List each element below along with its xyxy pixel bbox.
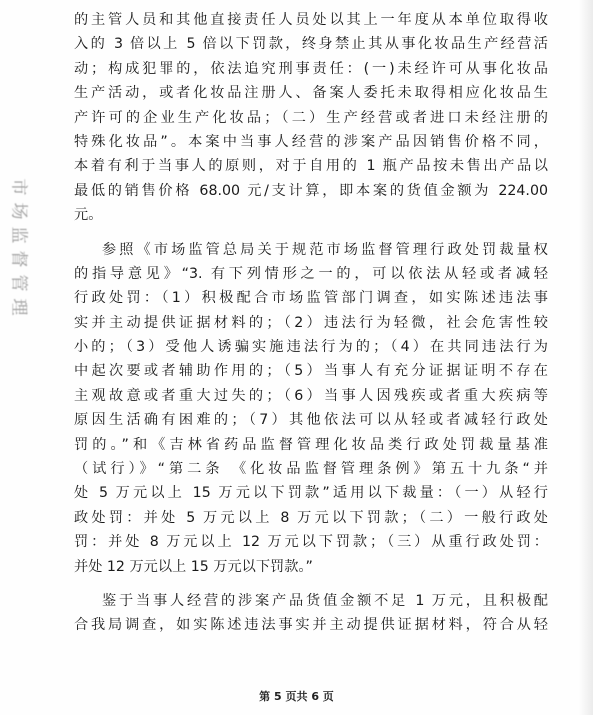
seal-char: 理 (8, 298, 28, 316)
seal-char: 市 (8, 178, 28, 196)
seal-char: 督 (8, 250, 28, 268)
text-line: 罚：并处 8 万元以上 12 万元以下罚款；（三）从重行政处罚： (74, 534, 548, 551)
text-line: 小的；（3）受他人诱骗实施违法行为的；（4）在共同违法行为 (74, 339, 548, 356)
text-line: 动；构成犯罪的，依法追究刑事责任：(一)未经许可从事化妆品 (74, 60, 548, 77)
text-line: 中起次要或者辅助作用的；（5）当事人有充分证据证明不存在 (74, 363, 548, 380)
text-line: 特殊化妆品”。本案中当事人经营的涉案产品因销售价格不同， (74, 133, 548, 150)
text-line: 主观故意或者重大过失的；（6）当事人因残疾或者重大疾病等 (74, 387, 548, 404)
text-line: 元。 (74, 207, 103, 224)
paragraph-2 (74, 238, 548, 579)
text-line: 产许可的企业生产化妆品；（二）生产经营或者进口未经注册的 (74, 109, 548, 126)
text-line: 罚的。”和《吉林省药品监督管理化妆品类行政处罚裁量基准 (74, 436, 548, 453)
text-line: 的主管人员和其他直接责任人员处以其上一年度从本单位取得收 (74, 12, 548, 28)
text-line: 参照《市场监管总局关于规范市场监督管理行政处罚裁量权 (102, 241, 548, 258)
text-line: 鉴于当事人经营的涉案产品货值金额不足 1 万元，且积极配 (102, 592, 548, 609)
text-line: 合我局调查，如实陈述违法事实并主动提供证据材料，符合从轻 (74, 617, 548, 634)
text-line: 最低的销售价格 68.00 元/支计算，即本案的货值金额为 224.00 (74, 182, 548, 199)
text-line: 行政处罚：（1）积极配合市场监管部门调查，如实陈述违法事 (74, 290, 548, 307)
document-body (74, 8, 548, 638)
page-edge-shadow (579, 0, 593, 715)
text-line: （试行）》“第二条 《化妆品监督管理条例》第五十九条“并 (74, 461, 548, 478)
paragraph-3 (74, 589, 548, 638)
text-line: 政处罚：并处 5 万元以上 8 万元以下罚款；（二）一般行政处 (74, 509, 548, 526)
text-line: 实并主动提供证据材料的；（2）违法行为轻微，社会危害性较 (74, 314, 548, 331)
text-line: 生产活动，或者化妆品注册人、备案人委托未取得相应化妆品生 (74, 85, 548, 102)
text-line: 原因生活确有困难的；（7）其他依法可以从轻或者减轻行政处 (74, 412, 548, 429)
seal-char: 场 (8, 202, 28, 220)
paragraph-1 (74, 8, 548, 228)
text-line: 处 5 万元以上 15 万元以下罚款”适用以下裁量：（一）从轻行 (74, 485, 548, 502)
seal-char: 监 (8, 226, 28, 244)
text-line: 入的 3 倍以上 5 倍以下罚款，终身禁止其从事化妆品生产经营活 (74, 36, 548, 53)
page-number-footer: 第 5 页共 6 页 (259, 690, 334, 703)
seal-char: 管 (8, 274, 28, 292)
text-line: 并处 12 万元以上 15 万元以下罚款。” (74, 558, 313, 575)
text-line: 的指导意见》“3. 有下列情形之一的，可以依法从轻或者减轻 (74, 265, 548, 282)
official-seal-fragment (4, 176, 32, 336)
text-line: 本着有利于当事人的原则，对于自用的 1 瓶产品按未售出产品以 (74, 158, 548, 175)
